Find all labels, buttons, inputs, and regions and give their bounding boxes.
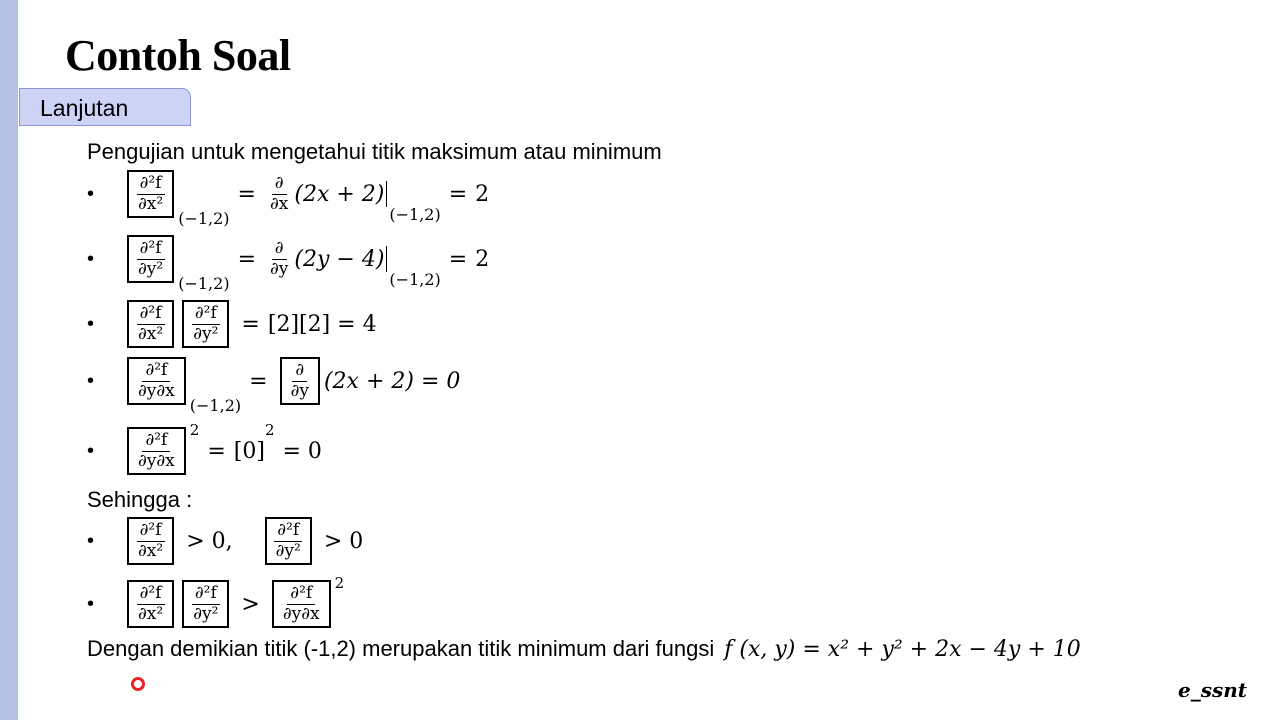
subtitle-label: Lanjutan [40,95,129,121]
comparison: > 0, [186,528,233,554]
equals-sign: = [237,181,256,207]
equals-sign: = [249,368,268,394]
expression: (2x + 2) [294,181,385,207]
bullet: • [87,439,95,462]
subtitle-tab [19,88,191,126]
bracket [127,357,186,405]
equals-sign: = [241,311,260,337]
exponent: 2 [334,574,345,592]
comparison: > [241,591,260,617]
bracket [127,517,174,565]
eval-point: (−1,2) [389,270,441,290]
bullet: • [87,312,95,335]
result-value: 2 [475,181,490,207]
fraction: $\frac{\text{∂²f}}{\text{∂x²}}$ [138,173,164,214]
function-expression: f (x, y) = x² + y² + 2x − 4y + 10 [724,636,1081,662]
bracket-value: [0] [233,438,265,464]
result-value: = 0 [282,438,322,464]
signature-logo: e_ssnt [1178,678,1248,702]
conclusion-text: Dengan demikian titik (-1,2) merupakan titik minimum dari fungsi [87,636,715,661]
comparison: > 0 [323,528,364,554]
eval-point: (−1,2) [189,396,242,416]
fraction: $\frac{\text{∂²f}}{\partial y\partial x}$ [138,360,175,401]
expression: (2y − 4) [294,246,385,272]
equals-sign: = [448,181,468,207]
fraction: $\frac{\text{∂²f}}{\text{∂x²}}$ [138,583,164,624]
bracket [127,427,186,475]
bracket [265,517,312,565]
fraction: $\frac{\text{∂²f}}{\text{∂y²}}$ [138,238,164,279]
equation-row-1 [87,170,490,229]
expression: (2x + 2) = 0 [323,368,461,394]
bracket [127,580,174,628]
eval-bar [386,246,387,272]
equation-row-5 [87,421,330,475]
fraction: $\frac{\text{∂²f}}{\text{∂x²}}$ [138,303,164,344]
fraction: $\frac{\text{∂²f}}{\partial y\partial x}$ [282,583,320,624]
fraction: $\frac{\partial}{\partial y}$ [290,360,309,401]
pointer-dot [131,677,145,691]
conclusion-line [87,636,1081,662]
eval-point: (−1,2) [389,205,441,225]
equation-row-4 [87,357,461,416]
result-value: 2 [475,246,490,272]
equation-row-3 [87,300,377,348]
bracket [182,580,229,628]
eval-bar [386,181,387,207]
eval-point: (−1,2) [178,274,230,294]
equals-sign: = [237,246,256,272]
fraction: $\frac{\partial}{\partial x}$ [269,173,289,214]
bullet: • [87,369,95,392]
fraction: $\frac{\text{∂²f}}{\text{∂y²}}$ [275,520,301,561]
equals-sign: = [207,438,226,464]
fraction: $\frac{\partial}{\partial y}$ [270,238,289,279]
fraction: $\frac{\text{∂²f}}{\text{∂y²}}$ [193,583,219,624]
intro-text: Pengujian untuk mengetahui titik maksimum atau minimum [87,139,662,164]
fraction: $\frac{\text{∂²f}}{\partial y\partial x}$ [138,430,175,471]
bullet: • [87,182,95,205]
equation-row-2 [87,235,490,294]
slide-title: Contoh Soal [65,31,291,80]
exponent: 2 [189,421,200,439]
fraction: $\frac{\text{∂²f}}{\text{∂y²}}$ [193,303,219,344]
result-value: [2][2] = 4 [267,311,377,337]
bullet: • [87,529,95,552]
bracket [272,580,331,628]
bracket [127,170,174,218]
exponent: 2 [264,421,275,439]
left-accent-bar [0,0,18,720]
bracket [182,300,229,348]
bullet: • [87,247,95,270]
equation-row-7 [87,574,345,628]
fraction: $\frac{\text{∂²f}}{\text{∂x²}}$ [138,520,164,561]
bracket [127,235,174,283]
eval-point: (−1,2) [178,209,230,229]
equation-row-6 [87,517,371,565]
equals-sign: = [448,246,468,272]
sehingga-text: Sehingga : [87,487,193,512]
bullet: • [87,592,95,615]
bracket [280,357,320,405]
bracket [127,300,174,348]
